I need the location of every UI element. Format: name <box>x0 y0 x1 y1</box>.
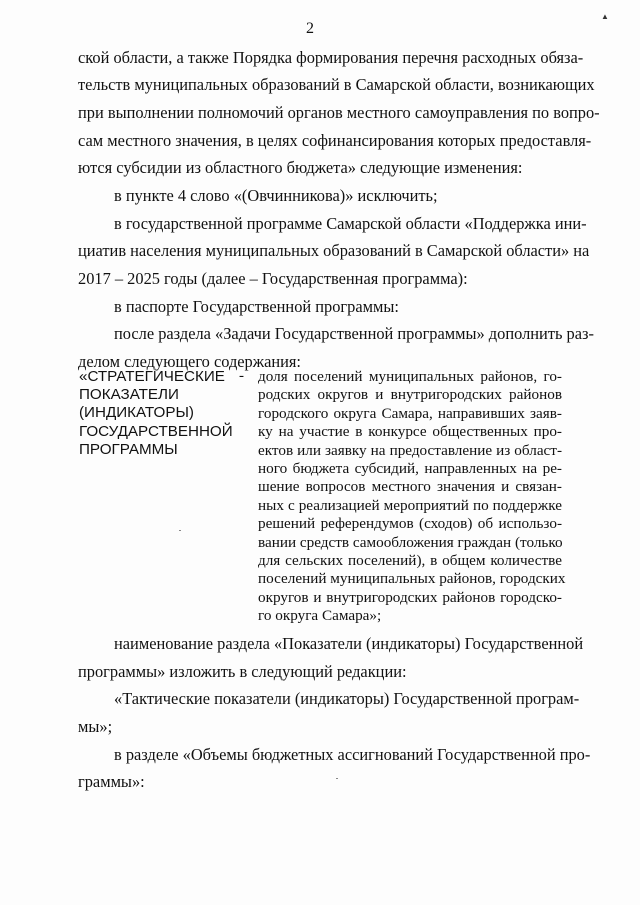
indicator-line: вании средств самообложения граждан (только <box>258 533 563 551</box>
budget-line-2: граммы»: <box>78 772 145 791</box>
rename-line-2: программы» изложить в следующий редакции: <box>78 662 407 681</box>
intro-line-1: ской области, а также Порядка формирования перечня расходных обяза- <box>78 48 584 67</box>
section-heading-line: ПОКАЗАТЕЛИ <box>79 386 179 404</box>
indicator-line: ектов или заявку на предоставление из област- <box>258 441 562 459</box>
section-heading-line: «СТРАТЕГИЧЕСКИЕ <box>79 368 225 385</box>
section-dash: - <box>239 368 244 384</box>
after-section-line-1: после раздела «Задачи Государственной программы» дополнить раз- <box>114 324 594 343</box>
scan-mark: ▲ <box>601 12 609 21</box>
rename-line-1: наименование раздела «Показатели (индикаторы) Государственной <box>114 634 584 653</box>
program-line-3: 2017 – 2025 годы (далее – Государственная программа): <box>78 269 468 288</box>
tactical-line-2: мы»; <box>78 717 113 736</box>
indicator-line: ку на участие в конкурсе общественных про- <box>258 423 562 441</box>
section-heading-line: ПРОГРАММЫ <box>79 440 178 458</box>
program-line-2: циатив населения муниципальных образований в Самарской области» на <box>78 241 590 260</box>
indicator-line: ных с реализацией мероприятий по поддержке <box>258 496 562 514</box>
program-line-1: в государственной программе Самарской области «Поддержка ини- <box>114 214 587 233</box>
intro-line-4: сам местного значения, в целях софинансирования которых предоставля- <box>78 131 592 150</box>
intro-line-5: ются субсидии из областного бюджета» следующие изменения: <box>78 158 523 177</box>
section-heading-line: (ИНДИКАТОРЫ) <box>79 404 194 422</box>
indicator-line: округов и внутригородских районов городско- <box>258 588 562 606</box>
tactical-line-1: «Тактические показатели (индикаторы) Государственной програм- <box>114 689 580 708</box>
indicator-line: го округа Самара»; <box>258 607 382 625</box>
item-passport: в паспорте Государственной программы: <box>114 297 399 316</box>
scan-speck <box>336 778 338 779</box>
after-section-line-2: делом следующего содержания: <box>78 352 301 371</box>
indicator-line: городского округа Самара, направивших заяв- <box>258 404 562 422</box>
page-number: 2 <box>306 20 314 37</box>
section-heading-line: ГОСУДАРСТВЕННОЙ <box>79 422 233 440</box>
budget-line-1: в разделе «Объемы бюджетных ассигнований Государственной про- <box>114 745 591 764</box>
intro-line-3: при выполнении полномочий органов местного самоуправления по вопро- <box>78 103 600 122</box>
indicator-line: родских округов и внутригородских районов <box>258 386 562 404</box>
indicator-line: доля поселений муниципальных районов, го- <box>258 368 562 385</box>
indicator-line: решений референдумов (сходов) об использо- <box>258 515 562 533</box>
indicator-line: поселений муниципальных районов, городских <box>258 570 566 588</box>
indicator-text <box>258 368 566 626</box>
indicator-line: для сельских поселений), в общем количестве <box>258 552 562 570</box>
indicator-line: ного бюджета субсидий, направленных на ре- <box>258 460 562 478</box>
indicator-line: шение вопросов местного значения и связан- <box>258 478 562 496</box>
scan-speck <box>179 530 181 531</box>
section-heading <box>79 368 247 459</box>
item-point4: в пункте 4 слово «(Овчинникова)» исключить; <box>114 186 438 205</box>
intro-line-2: тельств муниципальных образований в Самарской области, возникающих <box>78 75 595 94</box>
